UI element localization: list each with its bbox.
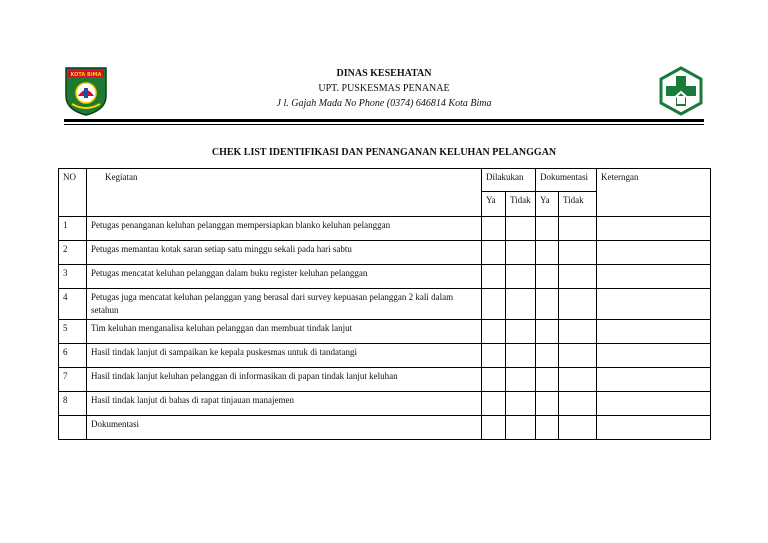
check-dilakukan-ya[interactable]: [482, 241, 506, 265]
row-kegiatan: Tim keluhan menganalisa keluhan pelanggan dan membuat tindak lanjut: [87, 320, 482, 344]
row-kegiatan: Petugas memantau kotak saran setiap satu minggu sekali pada hari sabtu: [87, 241, 482, 265]
check-dokumentasi-tidak[interactable]: [559, 368, 597, 392]
check-dilakukan-ya[interactable]: [482, 416, 506, 440]
row-keterangan[interactable]: [597, 265, 711, 289]
letterhead-rule-thin: [64, 124, 704, 125]
row-keterangan[interactable]: [597, 289, 711, 320]
check-dilakukan-ya[interactable]: [482, 289, 506, 320]
document-title: CHEK LIST IDENTIFIKASI DAN PENANGANAN KELUHAN PELANGGAN: [211, 147, 557, 158]
check-dokumentasi-tidak[interactable]: [559, 344, 597, 368]
check-dokumentasi-tidak[interactable]: [559, 241, 597, 265]
header-dokumentasi: Dokumentasi: [536, 169, 597, 192]
row-keterangan[interactable]: [597, 416, 711, 440]
row-keterangan[interactable]: [597, 241, 711, 265]
table-header-row: [59, 169, 711, 192]
row-kegiatan: Petugas penanganan keluhan pelanggan mempersiapkan blanko keluhan pelanggan: [87, 217, 482, 241]
table-row: [59, 416, 711, 440]
check-dilakukan-tidak[interactable]: [506, 416, 536, 440]
check-dokumentasi-tidak[interactable]: [559, 392, 597, 416]
check-dokumentasi-tidak[interactable]: [559, 320, 597, 344]
row-no: 5: [59, 320, 87, 344]
check-dilakukan-ya[interactable]: [482, 320, 506, 344]
header-dilakukan: Dilakukan: [482, 169, 536, 192]
check-dilakukan-tidak[interactable]: [506, 289, 536, 320]
check-dokumentasi-ya[interactable]: [536, 344, 559, 368]
checklist-table: [58, 168, 711, 440]
check-dilakukan-tidak[interactable]: [506, 392, 536, 416]
header-no: NO: [59, 169, 87, 217]
check-dilakukan-tidak[interactable]: [506, 217, 536, 241]
check-dokumentasi-tidak[interactable]: [559, 289, 597, 320]
row-keterangan[interactable]: [597, 320, 711, 344]
header-keterangan: Keterngan: [597, 169, 711, 217]
check-dilakukan-tidak[interactable]: [506, 368, 536, 392]
unit-name: UPT. PUSKESMAS PENANAE: [318, 83, 450, 94]
check-dokumentasi-tidak[interactable]: [559, 265, 597, 289]
header-dokumentasi-tidak: Tidak: [559, 192, 597, 217]
row-kegiatan: Hasil tindak lanjut di bahas di rapat tinjauan manajemen: [87, 392, 482, 416]
letterhead: [160, 66, 608, 111]
header-dilakukan-ya: Ya: [482, 192, 506, 217]
address: J l. Gajah Mada No Phone (0374) 646814 Kota Bima: [276, 98, 492, 109]
check-dokumentasi-ya[interactable]: [536, 368, 559, 392]
header-dokumentasi-ya: Ya: [536, 192, 559, 217]
puskesmas-cross-logo-icon: [658, 66, 704, 116]
row-no: 3: [59, 265, 87, 289]
check-dilakukan-ya[interactable]: [482, 217, 506, 241]
row-no: 2: [59, 241, 87, 265]
check-dilakukan-ya[interactable]: [482, 368, 506, 392]
check-dokumentasi-tidak[interactable]: [559, 416, 597, 440]
kota-bima-label: KOTA BIMA: [70, 72, 102, 78]
row-kegiatan: Hasil tindak lanjut keluhan pelanggan di informasikan di papan tindak lanjut keluhan: [87, 368, 482, 392]
check-dilakukan-tidak[interactable]: [506, 241, 536, 265]
table-row: [59, 344, 711, 368]
check-dokumentasi-ya[interactable]: [536, 265, 559, 289]
check-dokumentasi-ya[interactable]: [536, 241, 559, 265]
row-no: 6: [59, 344, 87, 368]
row-keterangan[interactable]: [597, 392, 711, 416]
header-dilakukan-tidak: Tidak: [506, 192, 536, 217]
table-row: [59, 289, 711, 320]
row-no: 1: [59, 217, 87, 241]
table-row: [59, 217, 711, 241]
check-dilakukan-ya[interactable]: [482, 265, 506, 289]
row-keterangan[interactable]: [597, 368, 711, 392]
check-dilakukan-ya[interactable]: [482, 344, 506, 368]
check-dokumentasi-ya[interactable]: [536, 416, 559, 440]
row-no: 8: [59, 392, 87, 416]
row-kegiatan: Hasil tindak lanjut di sampaikan ke kepala puskesmas untuk di tandatangi: [87, 344, 482, 368]
check-dokumentasi-ya[interactable]: [536, 289, 559, 320]
row-kegiatan: Petugas mencatat keluhan pelanggan dalam buku register keluhan pelanggan: [87, 265, 482, 289]
table-row: [59, 265, 711, 289]
row-keterangan[interactable]: [597, 344, 711, 368]
kota-bima-emblem-icon: [64, 66, 108, 116]
check-dokumentasi-ya[interactable]: [536, 217, 559, 241]
check-dokumentasi-tidak[interactable]: [559, 217, 597, 241]
table-row: [59, 392, 711, 416]
org-name: DINAS KESEHATAN: [336, 68, 432, 79]
row-kegiatan: Petugas juga mencatat keluhan pelanggan yang berasal dari survey kepuasan pelanggan 2 kali dalam setahun: [87, 289, 482, 320]
check-dokumentasi-ya[interactable]: [536, 392, 559, 416]
table-row: [59, 368, 711, 392]
letterhead-rule-thick: [64, 119, 704, 122]
check-dilakukan-tidak[interactable]: [506, 344, 536, 368]
row-kegiatan: Dokumentasi: [87, 416, 482, 440]
row-no: 4: [59, 289, 87, 320]
row-no: [59, 416, 87, 440]
check-dilakukan-tidak[interactable]: [506, 320, 536, 344]
header-kegiatan: Kegiatan: [87, 169, 482, 217]
table-row: [59, 241, 711, 265]
check-dilakukan-tidak[interactable]: [506, 265, 536, 289]
row-keterangan[interactable]: [597, 217, 711, 241]
row-no: 7: [59, 368, 87, 392]
table-row: [59, 320, 711, 344]
check-dokumentasi-ya[interactable]: [536, 320, 559, 344]
check-dilakukan-ya[interactable]: [482, 392, 506, 416]
